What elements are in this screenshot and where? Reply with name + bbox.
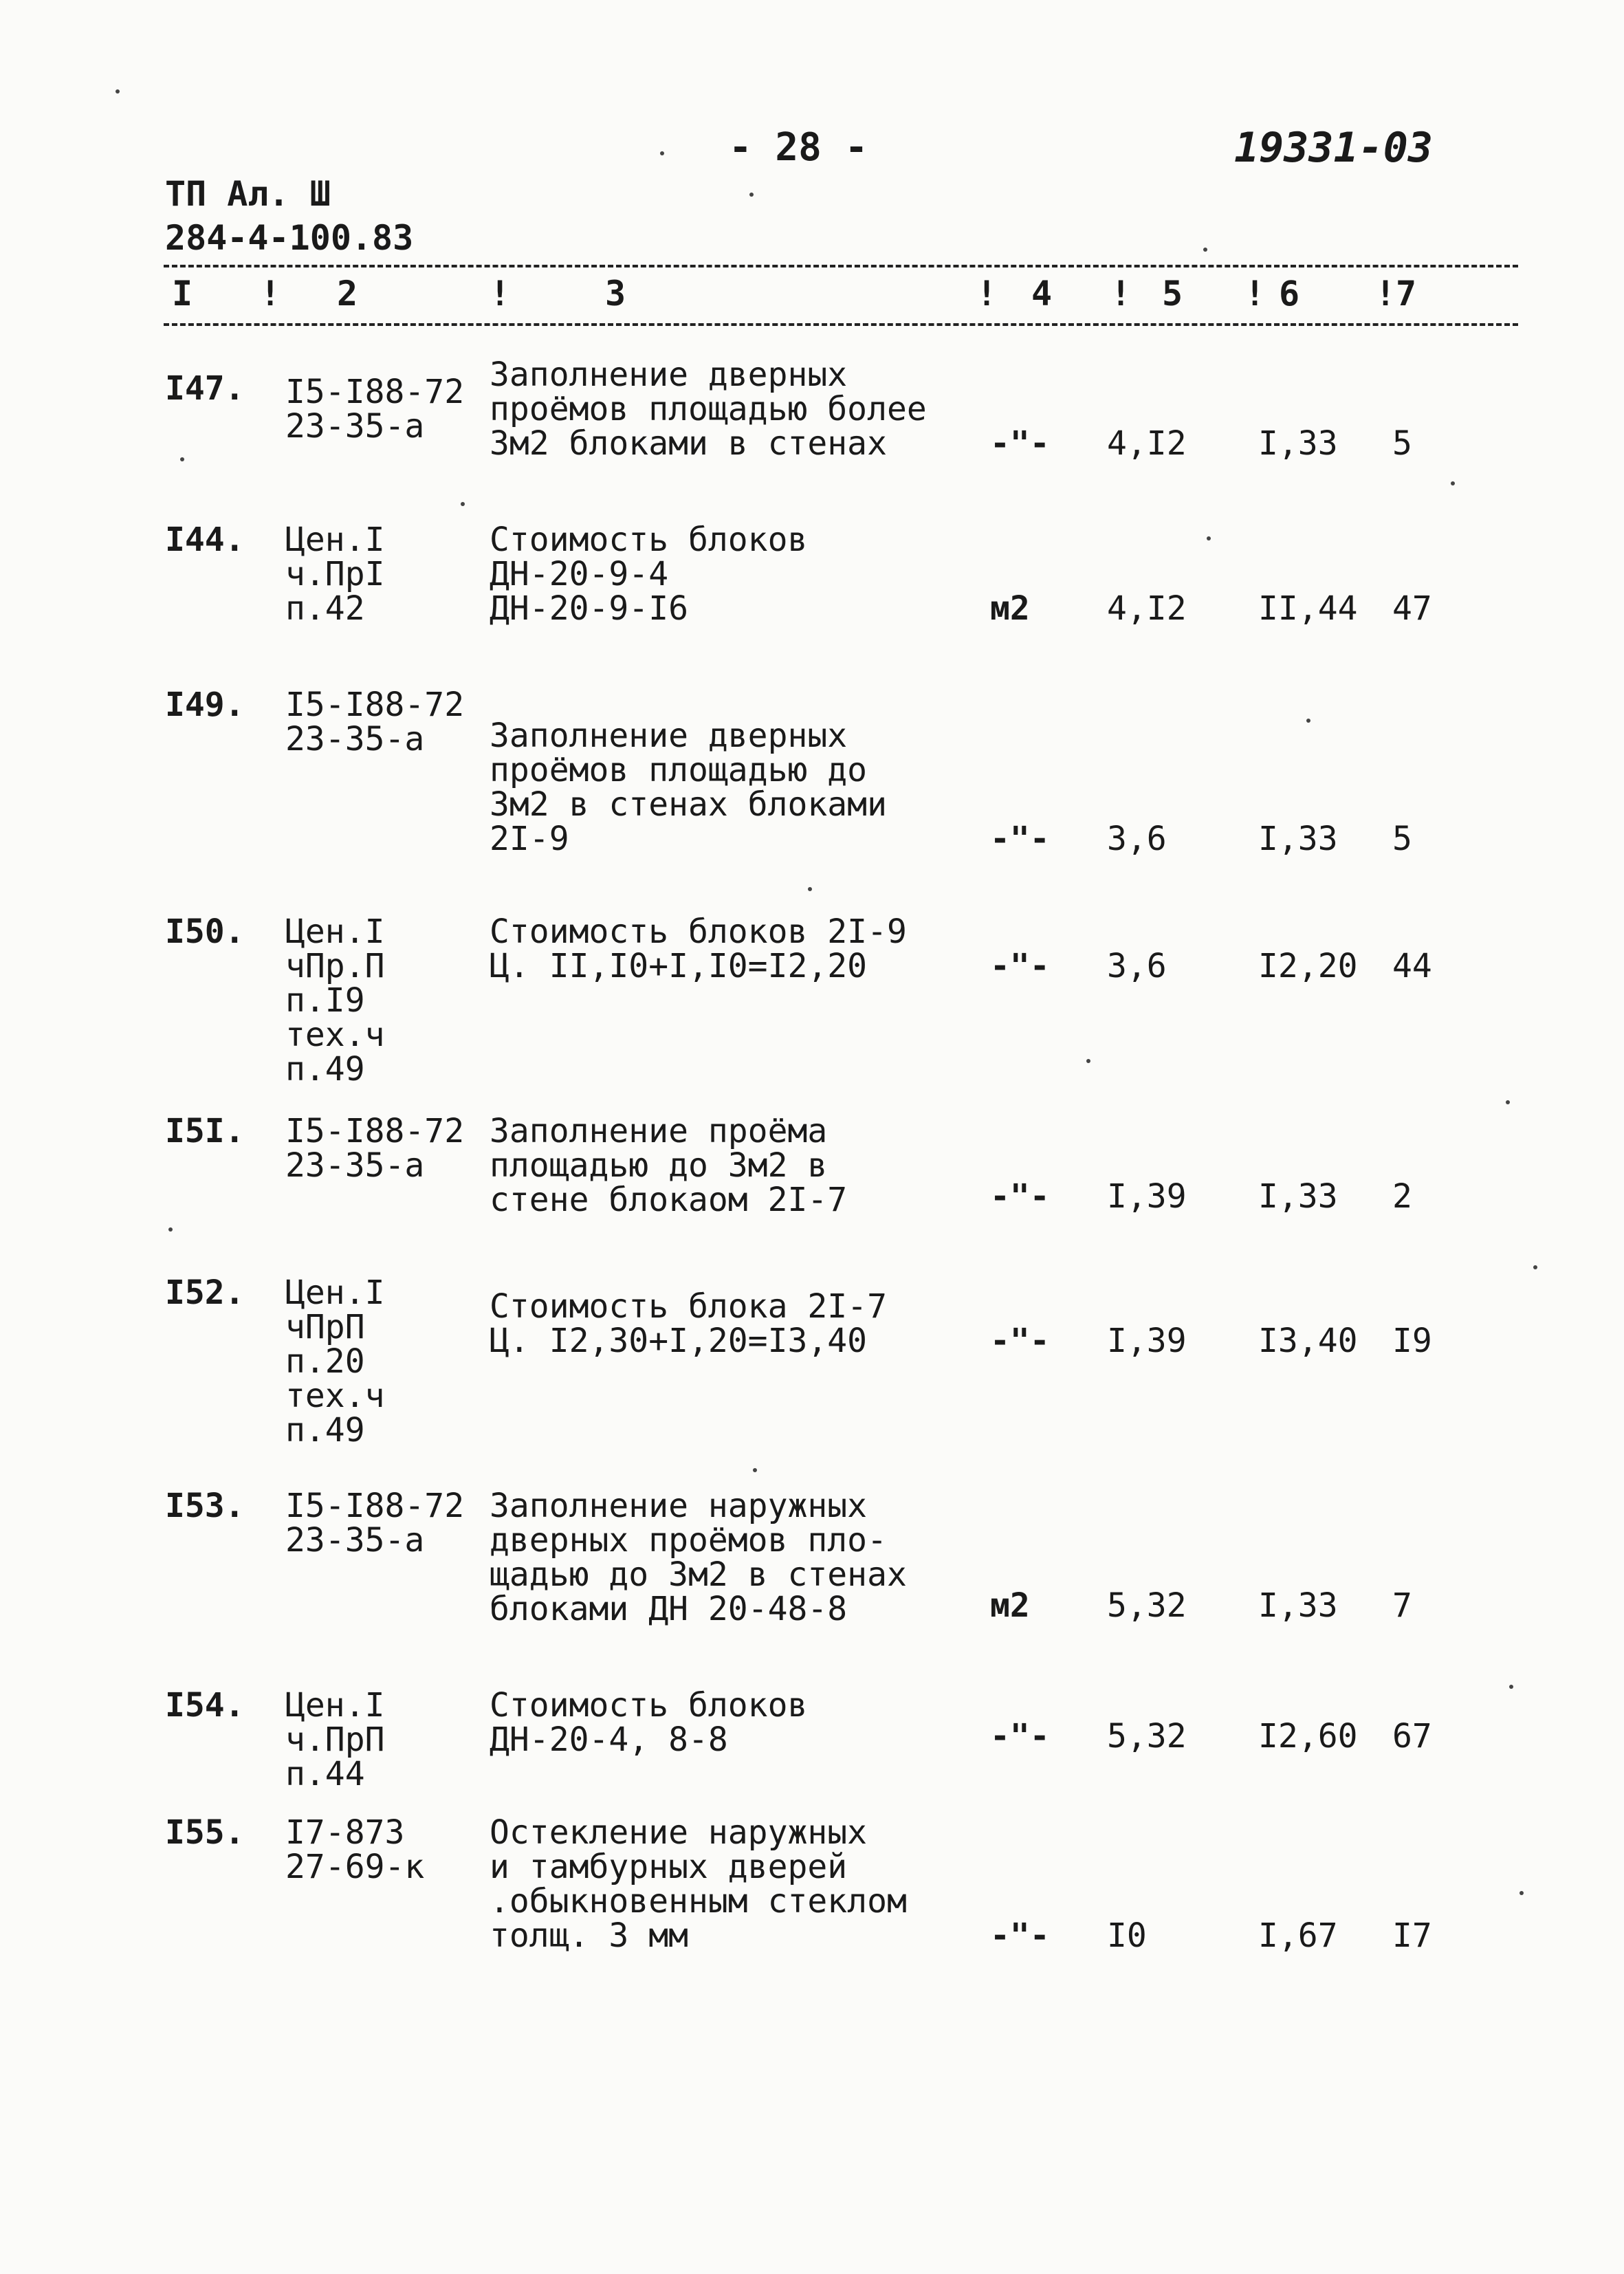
column-header-5: 5 bbox=[1162, 274, 1183, 314]
row-number: I44. bbox=[165, 521, 245, 559]
page-number: - 28 - bbox=[729, 125, 868, 170]
scan-speck bbox=[1207, 536, 1211, 540]
row-description: Стоимость блоков 2I-9 Ц. II,I0+I,I0=I2,20 bbox=[490, 912, 907, 985]
scan-speck bbox=[1086, 1059, 1090, 1063]
scan-speck bbox=[1519, 1891, 1524, 1895]
column-separator: ! bbox=[1244, 274, 1266, 314]
row-code: Цен.I чПр.П п.I9 тех.ч п.49 bbox=[285, 912, 385, 1089]
column-header-2: 2 bbox=[337, 274, 358, 314]
row-unit-price: I,33 bbox=[1258, 424, 1338, 463]
row-quantity: 5,32 bbox=[1107, 1717, 1187, 1756]
row-unit-price: I3,40 bbox=[1258, 1322, 1358, 1360]
row-quantity: 3,6 bbox=[1107, 820, 1167, 858]
row-number: I5I. bbox=[165, 1112, 245, 1150]
row-unit: -"- bbox=[990, 1322, 1050, 1360]
row-unit: м2 bbox=[990, 1586, 1030, 1625]
scan-speck bbox=[1506, 1100, 1510, 1104]
row-unit-price: II,44 bbox=[1258, 589, 1358, 628]
row-unit-price: I2,60 bbox=[1258, 1717, 1358, 1756]
column-header-4: 4 bbox=[1031, 274, 1053, 314]
row-code: Цен.I ч.ПрI п.42 bbox=[285, 521, 385, 628]
header-bottom-rule bbox=[164, 323, 1518, 326]
row-unit: м2 bbox=[990, 589, 1030, 628]
row-unit-price: I,33 bbox=[1258, 1586, 1338, 1625]
column-header-3: 3 bbox=[605, 274, 626, 314]
row-description: Заполнение дверных проёмов площадью до 3м2 в стенах блоками 2I-9 bbox=[490, 717, 887, 858]
scan-speck bbox=[749, 193, 754, 197]
scan-speck bbox=[168, 1227, 173, 1232]
row-unit: -"- bbox=[990, 1916, 1050, 1955]
header-top-rule bbox=[164, 265, 1518, 267]
row-number: I53. bbox=[165, 1487, 245, 1525]
row-unit-price: I,67 bbox=[1258, 1916, 1338, 1955]
scan-speck bbox=[180, 457, 184, 461]
column-separator: ! bbox=[260, 274, 281, 314]
scan-speck bbox=[1203, 248, 1207, 252]
scan-speck bbox=[1533, 1265, 1537, 1269]
row-code: I5-I88-72 23-35-а bbox=[285, 686, 465, 758]
row-description: Остекление наружных и тамбурных дверей .обыкновенным стеклом толщ. 3 мм bbox=[490, 1813, 907, 1955]
row-code: Цен.I ч.ПрП п.44 bbox=[285, 1686, 385, 1793]
scan-speck bbox=[660, 151, 664, 155]
row-unit: -"- bbox=[990, 1177, 1050, 1216]
scan-speck bbox=[1306, 719, 1310, 723]
row-number: I54. bbox=[165, 1686, 245, 1725]
row-unit-price: I,33 bbox=[1258, 1177, 1338, 1216]
row-code: I5-I88-72 23-35-а bbox=[285, 1487, 465, 1560]
row-quantity: I0 bbox=[1107, 1916, 1147, 1955]
row-total: I7 bbox=[1392, 1916, 1432, 1955]
row-total: 44 bbox=[1392, 947, 1432, 985]
row-total: 2 bbox=[1392, 1177, 1412, 1216]
row-quantity: 5,32 bbox=[1107, 1586, 1187, 1625]
row-quantity: 4,I2 bbox=[1107, 589, 1187, 628]
row-total: 47 bbox=[1392, 589, 1432, 628]
row-unit: -"- bbox=[990, 1717, 1050, 1756]
row-quantity: I,39 bbox=[1107, 1322, 1187, 1360]
row-total: I9 bbox=[1392, 1322, 1432, 1360]
document-reference bbox=[165, 172, 413, 260]
row-unit: -"- bbox=[990, 947, 1050, 985]
row-number: I47. bbox=[165, 369, 245, 408]
scan-speck bbox=[808, 887, 812, 891]
row-code: I5-I88-72 23-35-а bbox=[285, 1112, 465, 1185]
scan-speck bbox=[116, 89, 120, 94]
row-description: Стоимость блоков ДН-20-4, 8-8 bbox=[490, 1686, 808, 1759]
column-header-6: 6 bbox=[1279, 274, 1300, 314]
row-quantity: 3,6 bbox=[1107, 947, 1167, 985]
doc-ref-line1: ТП Ал. Ш bbox=[165, 174, 331, 214]
column-separator: ! bbox=[1110, 274, 1132, 314]
row-number: I50. bbox=[165, 912, 245, 951]
row-description: Заполнение проёма площадью до 3м2 в стене блокаом 2I-7 bbox=[490, 1112, 848, 1219]
scan-speck bbox=[461, 502, 465, 506]
row-total: 7 bbox=[1392, 1586, 1412, 1625]
scan-speck bbox=[1509, 1685, 1513, 1689]
row-total: 5 bbox=[1392, 820, 1412, 858]
column-separator: ! bbox=[976, 274, 998, 314]
row-code: I7-873 27-69-к bbox=[285, 1813, 425, 1886]
document-number: 19331-03 bbox=[1234, 124, 1433, 172]
row-description: Стоимость блока 2I-7 Ц. I2,30+I,20=I3,40 bbox=[490, 1287, 887, 1360]
row-code: I5-I88-72 23-35-а bbox=[285, 373, 465, 446]
row-quantity: 4,I2 bbox=[1107, 424, 1187, 463]
row-quantity: I,39 bbox=[1107, 1177, 1187, 1216]
row-total: 5 bbox=[1392, 424, 1412, 463]
column-header-1: I bbox=[172, 274, 193, 314]
row-description: Заполнение наружных дверных проёмов пло- щадью до 3м2 в стенах блоками ДН 20-48-8 bbox=[490, 1487, 907, 1628]
row-number: I55. bbox=[165, 1813, 245, 1852]
row-code: Цен.I чПрП п.20 тех.ч п.49 bbox=[285, 1273, 385, 1450]
row-unit: -"- bbox=[990, 424, 1050, 463]
scan-speck bbox=[1451, 481, 1455, 485]
row-description: Стоимость блоков ДН-20-9-4 ДН-20-9-I6 bbox=[490, 521, 808, 628]
column-separator: ! bbox=[1375, 274, 1396, 314]
row-unit-price: I2,20 bbox=[1258, 947, 1358, 985]
doc-ref-line2: 284-4-100.83 bbox=[165, 218, 414, 258]
row-number: I49. bbox=[165, 686, 245, 724]
scan-speck bbox=[753, 1468, 757, 1472]
row-number: I52. bbox=[165, 1273, 245, 1312]
row-unit-price: I,33 bbox=[1258, 820, 1338, 858]
column-header-7: 7 bbox=[1396, 274, 1417, 314]
column-separator: ! bbox=[490, 274, 511, 314]
row-unit: -"- bbox=[990, 820, 1050, 858]
row-total: 67 bbox=[1392, 1717, 1432, 1756]
row-description: Заполнение дверных проёмов площадью более 3м2 блоками в стенах bbox=[490, 356, 927, 463]
